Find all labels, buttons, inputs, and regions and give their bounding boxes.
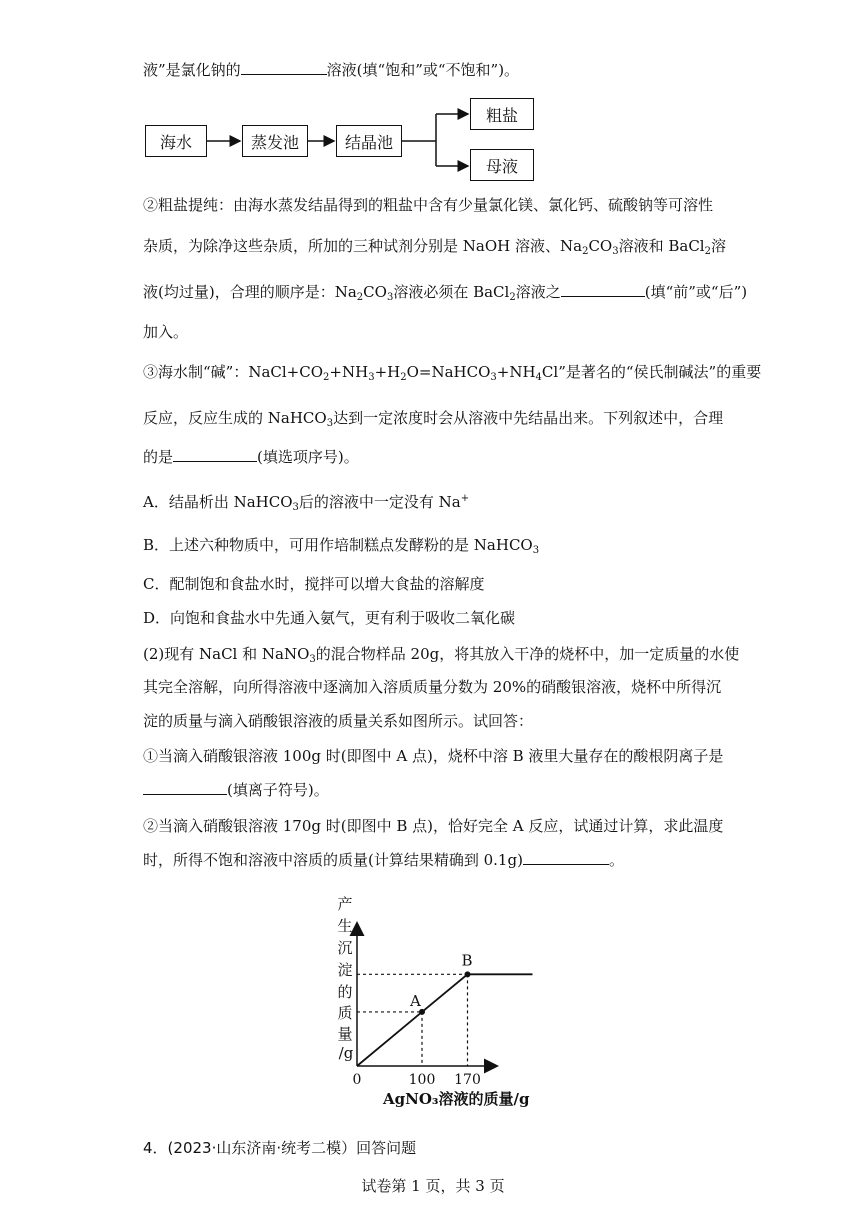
option-b: B．上述六种物质中，可用作培制糕点发酵粉的是 NaHCO$_3$ — [143, 536, 540, 556]
question-4-heading: 4．(2023·山东济南·统考二模）回答问题 — [143, 1139, 417, 1157]
q2-line-7: 时，所得不饱和溶液中溶质的质量(计算结果精确到 0.1g) 。 — [143, 851, 624, 869]
y-label-char: 沉 — [337, 939, 353, 957]
option-d: D．向饱和食盐水中先通入氨气，更有利于吸收二氧化碳 — [143, 609, 516, 627]
option-a: A．结晶析出 NaHCO$_3$后的溶液中一定没有 Na+ — [143, 493, 470, 513]
q2-line-4: ①当滴入硝酸银溶液 100g 时(即图中 A 点)，烧杯中溶 B 液里大量存在的酸根阴离子是 — [143, 747, 724, 765]
flow-box-evaporation: 蒸发池 — [242, 125, 308, 157]
point-a-label: A — [410, 991, 421, 1010]
point-b-label: B — [461, 951, 473, 970]
series-line — [357, 974, 533, 1066]
y-label-char: 淀 — [337, 961, 353, 979]
p3-line-1: ③海水制“碱”：$NaCl+CO_2+NH_3+H_2O=NaHCO_3+NH_4Cl$”是著名的“侯氏制碱法”的重要 — [143, 363, 762, 383]
p2-line-1: ②粗盐提纯：由海水蒸发结晶得到的粗盐中含有少量氯化镁、氯化钙、硫酸钠等可溶性 — [143, 196, 714, 214]
x-tick-100: 100 — [408, 1072, 436, 1088]
q2-line-6: ②当滴入硝酸银溶液 170g 时(即图中 B 点)，恰好完全 A 反应，试通过计算，求此温度 — [143, 817, 724, 835]
y-label-char: 质 — [337, 1004, 353, 1022]
q2-line-5: (填离子符号)。 — [143, 780, 329, 800]
y-label-char: 量 — [337, 1025, 353, 1043]
p3-line-2: 反应，反应生成的 NaHCO$_3$达到一定浓度时会从溶液中先结晶出来。下列叙述中，合理 — [143, 409, 724, 429]
p3-line-3: 的是 (填选项序号)。 — [143, 448, 359, 466]
option-c: C．配制饱和食盐水时，搅拌可以增大食盐的溶解度 — [143, 575, 485, 593]
p2-line-2: 杂质，为除净这些杂质，所加的三种试剂分别是 NaOH 溶液、$Na_2CO_3$溶液和 BaCl$_2$溶 — [143, 237, 726, 257]
x-axis-label: AgNO₃溶液的质量/g — [383, 1090, 530, 1108]
q2-line-1: (2)现有 NaCl 和 NaNO$_3$的混合物样品 20g，将其放入干净的烧杯中，加一定质量的水使 — [143, 645, 740, 665]
q2-line-2: 其完全溶解，向所得溶液中逐滴加入溶质质量分数为 20%的硝酸银溶液，烧杯中所得沉 — [143, 678, 722, 696]
x-tick-0: 0 — [352, 1072, 362, 1088]
q2-line-3: 淀的质量与滴入硝酸银溶液的质量关系如图所示。试回答： — [143, 712, 534, 730]
y-label-char: 的 — [337, 983, 353, 1001]
page-footer: 试卷第 1 页，共 3 页 — [361, 1177, 505, 1195]
flow-box-mother-liquor: 母液 — [470, 149, 534, 181]
y-label-char: /g — [338, 1044, 354, 1062]
y-label-char: 产 — [337, 895, 353, 913]
p2-line-3: 液(均过量)，合理的顺序是：$Na_2CO_3$溶液必须在 BaCl$_2$溶液之 (填“前”或“后”) — [143, 283, 748, 303]
p2-line-4: 加入。 — [143, 323, 189, 341]
flow-box-crude-salt: 粗盐 — [470, 98, 534, 130]
y-label-char: 生 — [337, 917, 353, 935]
flow-box-seawater: 海水 — [145, 125, 207, 157]
x-tick-170: 170 — [454, 1072, 481, 1088]
point-b — [465, 971, 471, 977]
flow-box-crystallization: 结晶池 — [336, 125, 402, 157]
question-line-1: 液”是氯化钠的 溶液(填“饱和”或“不饱和”)。 — [143, 61, 520, 79]
